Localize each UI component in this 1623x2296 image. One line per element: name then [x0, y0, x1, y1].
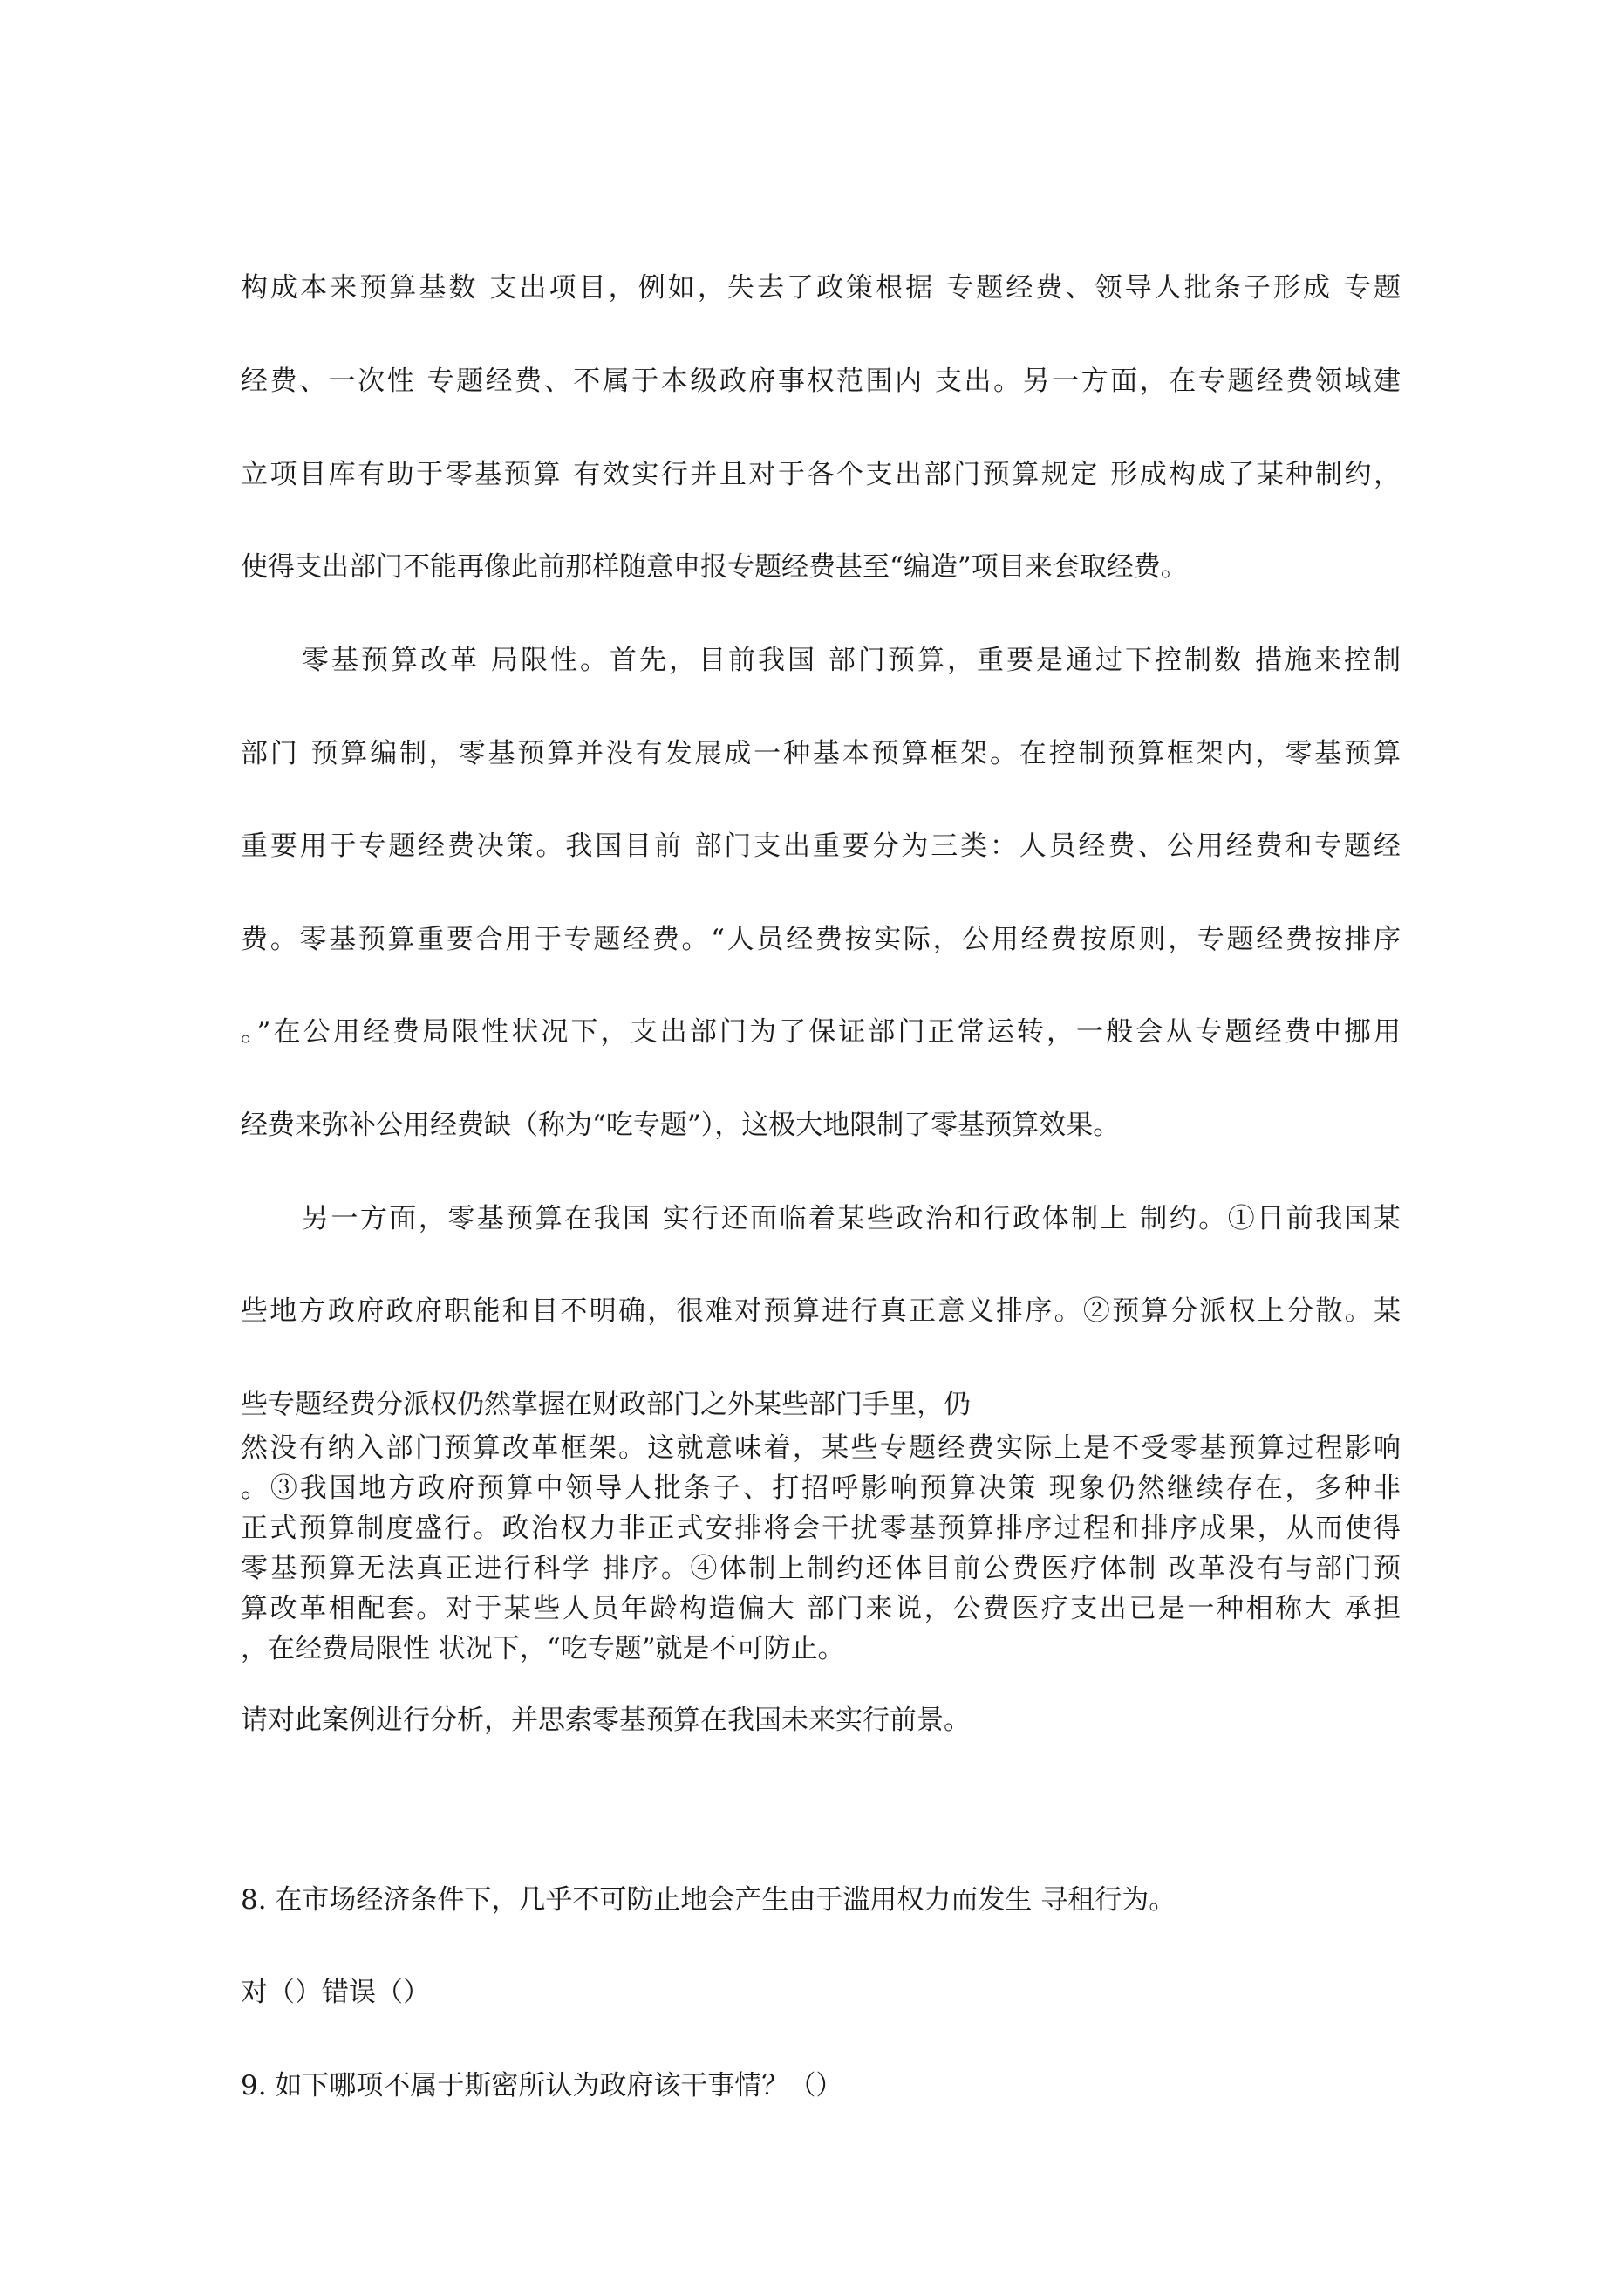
- question-9: 9. 如下哪项不属于斯密所认为政府该干事情？（）: [241, 2070, 843, 2101]
- paragraph-line: 零基预算无法真正进行科学 排序。④体制上制约还体目前公费医疗体制 改革没有与部门预: [241, 1553, 1401, 1584]
- paragraph-line: 算改革相配套。对于某些人员年龄构造偏大 部门来说，公费医疗支出已是一种相称大 承担: [241, 1593, 1401, 1624]
- paragraph-line: 正式预算制度盛行。政治权力非正式安排将会干扰零基预算排序过程和排序成果，从而使得: [241, 1513, 1401, 1544]
- paragraph-line: 立项目库有助于零基预算 有效实行并且对于各个支出部门预算规定 形成构成了某种制约，: [241, 459, 1401, 490]
- paragraph-line: 些地方政府政府职能和目不明确，很难对预算进行真正意义排序。②预算分派权上分散。某: [241, 1295, 1401, 1327]
- paragraph-line: 费。零基预算重要合用于专题经费。“人员经费按实际，公用经费按原则，专题经费按排序: [241, 924, 1401, 955]
- paragraph-line: 另一方面，零基预算在我国 实行还面临着某些政治和行政体制上 制约。①目前我国某: [302, 1203, 1401, 1234]
- paragraph-line: 零基预算改革 局限性。首先，目前我国 部门预算，重要是通过下控制数 措施来控制: [302, 645, 1401, 676]
- paragraph-line: 经费来弥补公用经费缺（称为“吃专题”），这极大地限制了零基预算效果。: [241, 1110, 1121, 1141]
- paragraph-line: 然没有纳入部门预算改革框架。这就意味着，某些专题经费实际上是不受零基预算过程影响: [241, 1432, 1401, 1464]
- paragraph-line: 经费、一次性 专题经费、不属于本级政府事权范围内 支出。另一方面，在专题经费领域建: [241, 366, 1401, 397]
- paragraph-line: 些专题经费分派权仍然掌握在财政部门之外某些部门手里，仍: [241, 1389, 971, 1420]
- paragraph-line: ，在经费局限性 状况下，“吃专题”就是不可防止。: [241, 1633, 845, 1664]
- paragraph-line: 使得支出部门不能再像此前那样随意申报专题经费甚至“编造”项目来套取经费。: [241, 551, 1188, 583]
- paragraph-line: 重要用于专题经费决策。我国目前 部门支出重要分为三类：人员经费、公用经费和专题经: [241, 830, 1401, 862]
- paragraph-line: 构成本来预算基数 支出项目，例如，失去了政策根据 专题经费、领导人批条子形成 专题: [241, 272, 1401, 304]
- paragraph-line: 。③我国地方政府预算中领导人批条子、打招呼影响预算决策 现象仍然继续存在，多种非: [241, 1473, 1401, 1504]
- paragraph-line: 部门 预算编制，零基预算并没有发展成一种基本预算框架。在控制预算框架内，零基预算: [241, 738, 1401, 769]
- paragraph-line: 。”在公用经费局限性状况下，支出部门为了保证部门正常运转，一般会从专题经费中挪用: [241, 1016, 1401, 1048]
- question-8: 8. 在市场经济条件下，几乎不可防止地会产生由于滥用权力而发生 寻租行为。: [241, 1884, 1176, 1916]
- case-prompt: 请对此案例进行分析，并思索零基预算在我国未来实行前景。: [241, 1705, 971, 1736]
- answer-options-8: 对（）错误（）: [241, 1977, 430, 2008]
